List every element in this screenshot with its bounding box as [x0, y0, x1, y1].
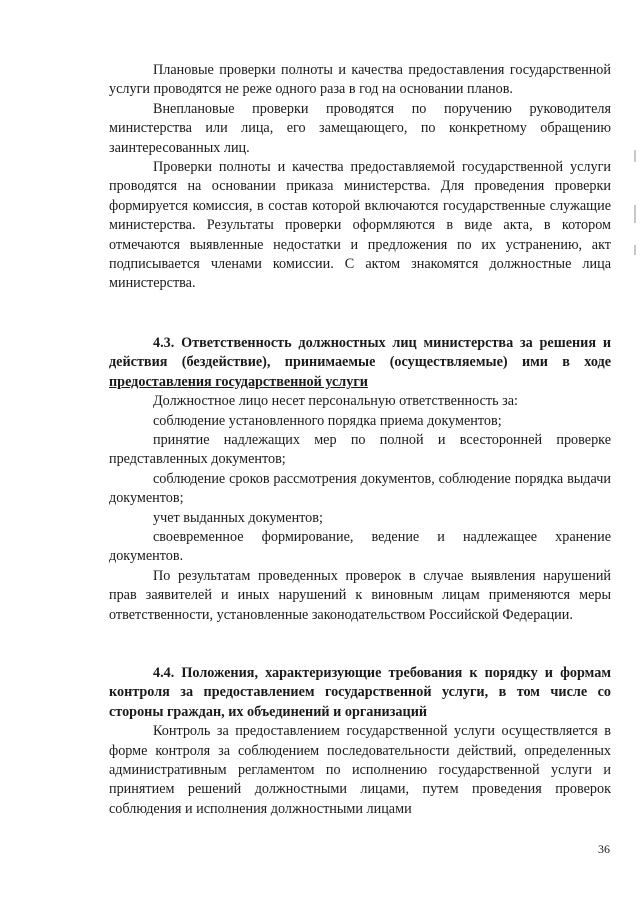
scan-margin-mark	[634, 245, 636, 255]
page-number: 36	[598, 842, 610, 856]
responsibility-item: своевременное формирование, ведение и надлежащее хранение документов.	[109, 529, 611, 565]
section-4-3-heading-underlined: предоставления государственной услуги	[109, 373, 368, 390]
scan-margin-mark	[634, 150, 636, 162]
responsibility-item: принятие надлежащих мер по полной и всесторонней проверке представленных документов;	[109, 432, 611, 468]
responsibility-item: соблюдение сроков рассмотрения документов, соблюдение порядка выдачи документов;	[109, 470, 611, 507]
paragraphs-block-1	[109, 61, 611, 294]
section-4-3	[109, 334, 611, 625]
responsibility-item: соблюдение установленного порядка приема документов;	[153, 412, 502, 429]
section-4-4	[109, 664, 611, 819]
section-4-3-heading-lead: 4.3. Ответственность должностных лиц министерства за решения и действия (бездействие), принимаемые (осуществляемые) ими в ходе	[109, 335, 611, 371]
paragraph-check-procedure: Проверки полноты и качества предоставляемой государственной услуги проводятся на основании приказа министерства. Для проведения проверки формируется комиссия, в состав которой включаются государственные служащие министерства. Результаты проверки оформляются в виде акта, в котором отмечаются выявленные недостатки и предложения по их устранению, акт подписывается членами комиссии. С актом знакомятся должностные лица министерства.	[109, 159, 611, 292]
responsibility-item: учет выданных документов;	[153, 509, 323, 526]
section-4-4-heading: 4.4. Положения, характеризующие требования к порядку и формам контроля за предоставлением государственной услуги, в том числе со стороны граждан, их объединений и организаций	[109, 665, 611, 720]
section-4-4-paragraph: Контроль за предоставлением государственной услуги осуществляется в форме контроля за соблюдением последовательности действий, определенных административным регламентом по исполнению государственной услуги и принятием решений должностными лицами, путем проведения проверок соблюдения и исполнения должностными лицами	[109, 723, 611, 817]
scan-margin-mark	[634, 205, 636, 223]
paragraph-unplanned-checks: Внеплановые проверки проводятся по поручению руководителя министерства или лица, его замещающего, по конкретному обращению заинтересованных лиц.	[109, 100, 611, 156]
paragraph-planned-checks: Плановые проверки полноты и качества предоставления государственной услуги проводятся не реже одного раза в год на основании планов.	[109, 62, 611, 98]
section-4-3-heading	[109, 334, 611, 392]
section-4-3-closing: По результатам проведенных проверок в случае выявления нарушений прав заявителей и иных нарушений к виновным лицам применяются меры ответственности, установленные законодательством Российской Федерации.	[109, 567, 611, 623]
section-4-3-intro: Должностное лицо несет персональную ответственность за:	[153, 393, 518, 410]
